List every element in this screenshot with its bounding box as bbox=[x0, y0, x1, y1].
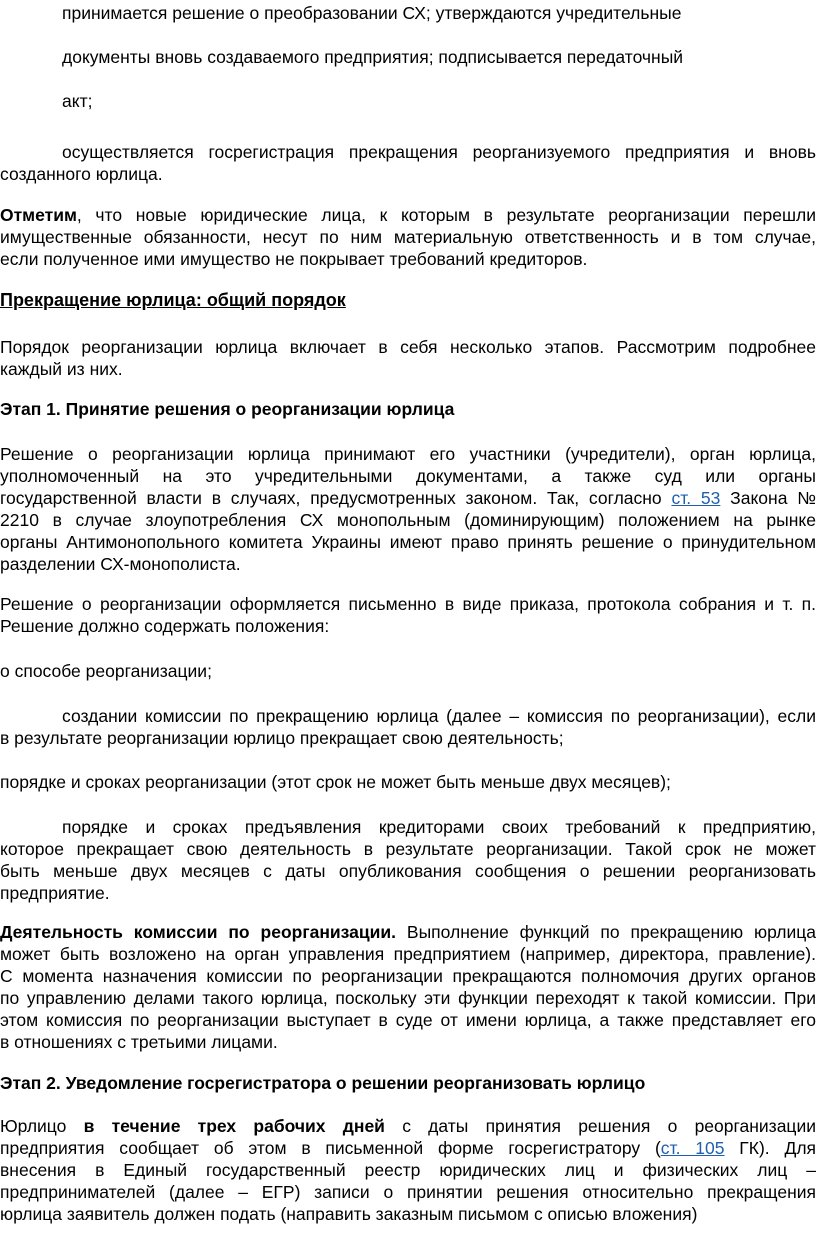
text-line: внесения в Единый государственный реестр юридических лиц и физических лиц – bbox=[0, 1160, 816, 1180]
text-line: Решение должно содержать положения: bbox=[0, 616, 330, 636]
text-line: предприятие. bbox=[0, 883, 110, 903]
text-line: Решение о реорганизации юрлица принимают его участники (учредители), орган юрлица, bbox=[0, 444, 816, 464]
text-line: порядке и сроках реорганизации (этот срок не может быть меньше двух месяцев); bbox=[0, 772, 671, 792]
text-line: по управлению делами такого юрлица, поскольку эти функции переходят к такой комиссии. При bbox=[0, 988, 816, 1008]
text-line: осуществляется госрегистрация прекращения реорганизуемого предприятия и вновь bbox=[62, 142, 816, 162]
law-article-link[interactable]: ст. 53 bbox=[671, 488, 721, 508]
bold-phrase: в течение трех рабочих дней bbox=[83, 1116, 385, 1136]
text-line: 2210 в случае злоупотребления СХ монопольным (доминирующим) положением на рынке bbox=[0, 510, 816, 530]
text-line bbox=[0, 1115, 816, 1137]
stage-heading: Этап 1. Принятие решения о реорганизации юрлица bbox=[0, 399, 455, 419]
text-span: ГК). Для bbox=[724, 1138, 816, 1158]
text-line: которое прекращает свою деятельность в результате реорганизации. Такой срок не может bbox=[0, 839, 816, 859]
text-span: , что новые юридические лица, к которым в результате реорганизации перешли bbox=[76, 205, 816, 225]
text-line: созданного юрлица. bbox=[0, 164, 163, 184]
stage-heading: Этап 2. Уведомление госрегистратора о решении реорганизовать юрлицо bbox=[0, 1073, 646, 1093]
text-line: создании комиссии по прекращению юрлица (далее – комиссия по реорганизации), если bbox=[62, 706, 816, 726]
text-line: С момента назначения комиссии по реорганизации прекращаются полномочия других органов bbox=[0, 966, 816, 986]
text-span: с даты принятия решения о реорганизации bbox=[384, 1116, 816, 1136]
text-line: документы вновь создаваемого предприятия; подписывается передаточный bbox=[62, 47, 684, 67]
bold-lead: Отметим bbox=[0, 205, 77, 225]
law-article-link[interactable]: ст. 105 bbox=[660, 1138, 725, 1158]
text-line: каждый из них. bbox=[0, 359, 123, 379]
text-span: Юрлицо bbox=[0, 1116, 84, 1136]
text-line: предпринимателей (далее – ЕГР) записи о принятии решения относительно прекращения bbox=[0, 1182, 816, 1202]
text-line: Порядок реорганизации юрлица включает в себя несколько этапов. Рассмотрим подробнее bbox=[0, 337, 816, 357]
text-line bbox=[0, 1137, 816, 1159]
text-line bbox=[0, 204, 816, 226]
text-line: органы Антимонопольного комитета Украины имеют право принять решение о принудительном bbox=[0, 532, 816, 552]
text-line: в результате реорганизации юрлицо прекращает свою деятельность; bbox=[0, 728, 564, 748]
text-line: может быть возложено на орган управления предприятием (например, директора, правление). bbox=[0, 944, 816, 964]
text-span: Выполнение функций по прекращению юрлица bbox=[396, 922, 816, 942]
text-line bbox=[0, 921, 816, 943]
text-line: быть меньше двух месяцев с даты опубликования сообщения о решении реорганизовать bbox=[0, 861, 816, 881]
text-line: акт; bbox=[62, 91, 93, 111]
text-line: имущественные обязанности, несут по ним материальную ответственность и в том случае, bbox=[0, 227, 816, 247]
text-line: порядке и сроках предъявления кредиторами своих требований к предприятию, bbox=[62, 817, 816, 837]
bold-lead: Деятельность комиссии по реорганизации. bbox=[0, 922, 397, 942]
text-line: о способе реорганизации; bbox=[0, 661, 212, 681]
text-line: принимается решение о преобразовании СХ; утверждаются учредительные bbox=[62, 3, 682, 23]
text-span: Закона № bbox=[720, 488, 816, 508]
section-heading: Прекращение юрлица: общий порядок bbox=[0, 290, 346, 310]
text-line: Решение о реорганизации оформляется письменно в виде приказа, протокола собрания и т. п. bbox=[0, 594, 816, 614]
text-line bbox=[0, 487, 816, 509]
text-line: юрлица заявитель должен подать (направить заказным письмом с описью вложения) bbox=[0, 1204, 698, 1224]
text-line: этом комиссия по реорганизации выступает в суде от имени юрлица, а также представляет его bbox=[0, 1010, 816, 1030]
text-line: уполномоченный на это учредительными документами, а также суд или органы bbox=[0, 466, 816, 486]
text-span: предприятия сообщает об этом в письменной форме госрегистратору ( bbox=[0, 1138, 661, 1158]
text-line: в отношениях с третьими лицами. bbox=[0, 1032, 278, 1052]
text-line: разделении СХ-монополиста. bbox=[0, 554, 241, 574]
text-line: если полученное ими имущество не покрывает требований кредиторов. bbox=[0, 249, 588, 269]
text-span: государственной власти в случаях, предусмотренных законом. Так, согласно bbox=[0, 488, 672, 508]
